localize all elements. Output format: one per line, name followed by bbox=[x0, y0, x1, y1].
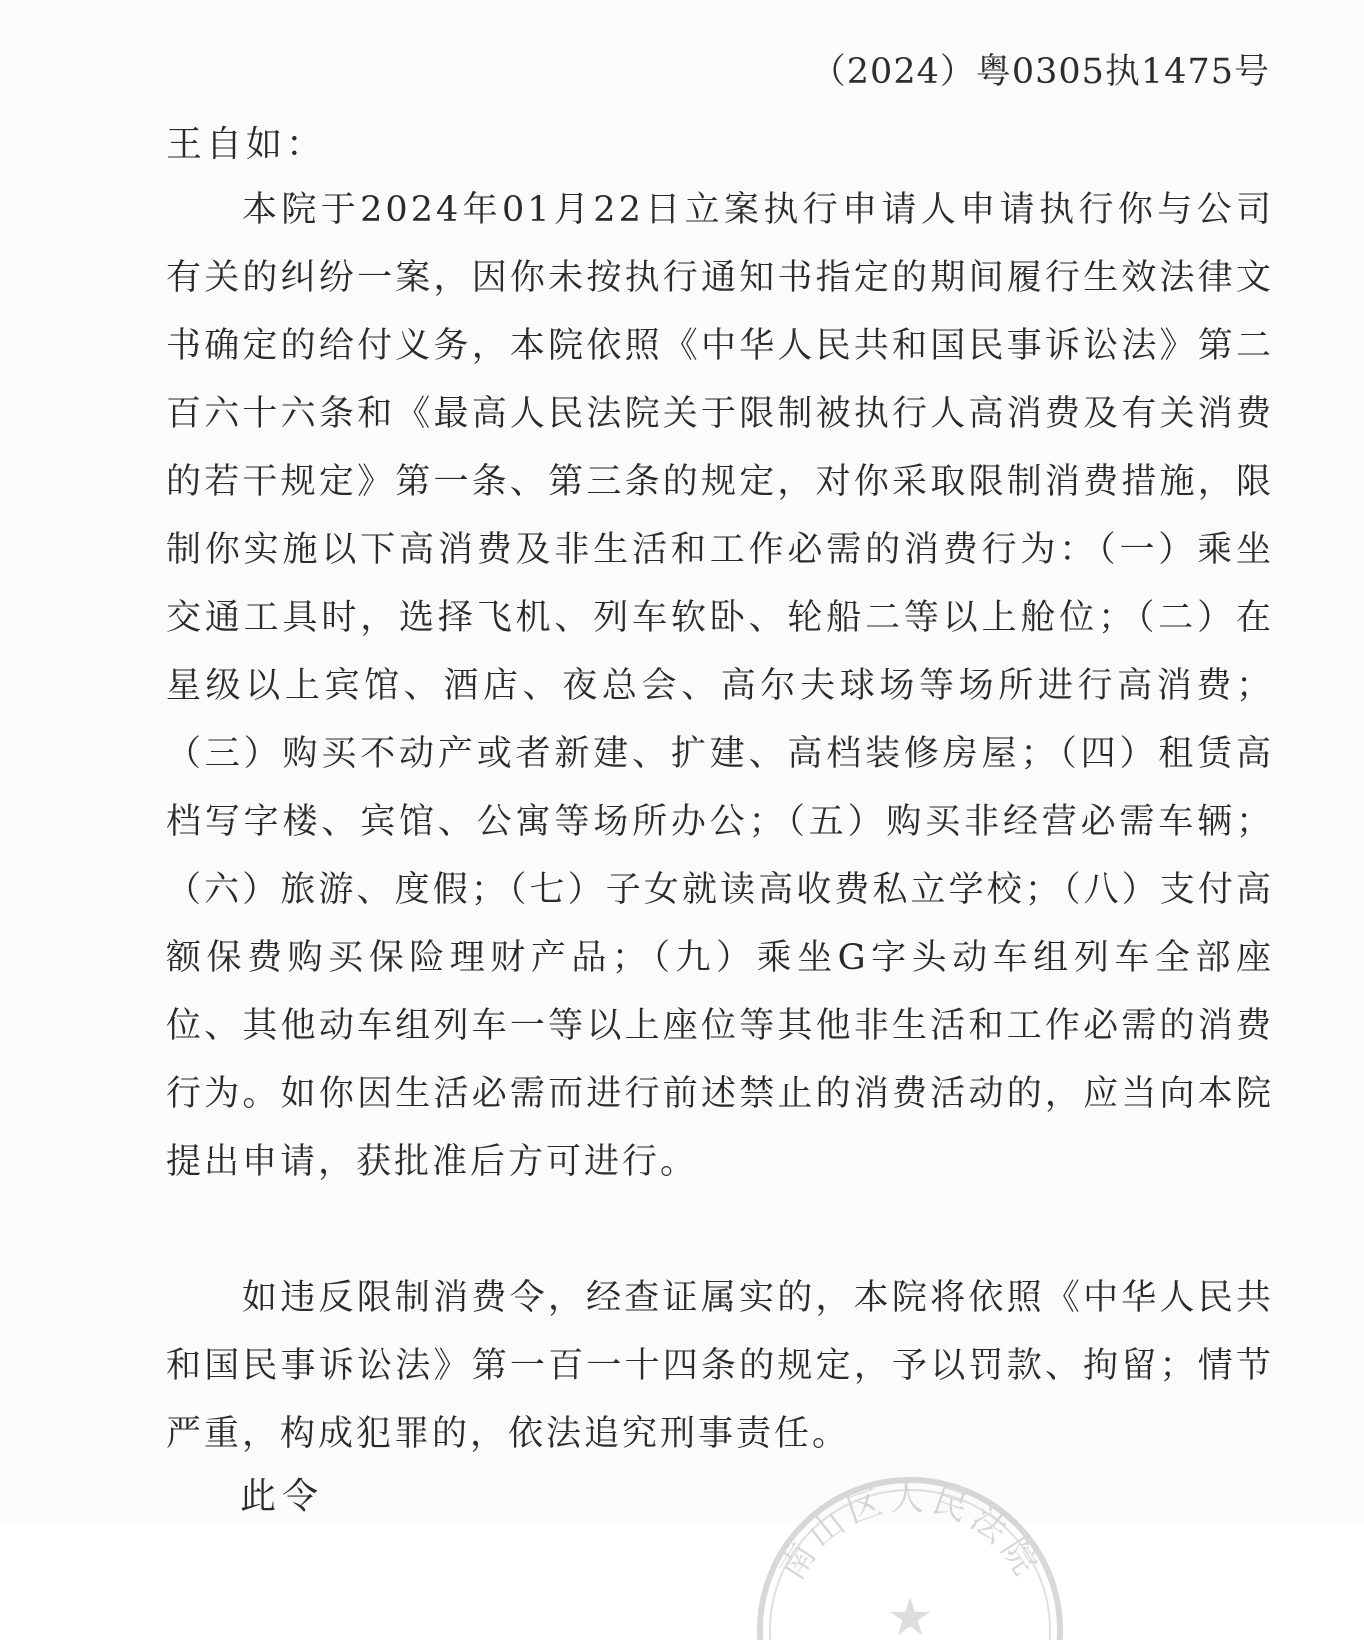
addressee: 王自如： bbox=[166, 124, 327, 165]
closing-text: 此令 bbox=[240, 1476, 325, 1517]
seal-star-icon: ★ bbox=[886, 1588, 934, 1640]
case-number: （2024）粤0305执1475号 bbox=[810, 52, 1270, 92]
court-seal bbox=[730, 1440, 1090, 1640]
body-paragraph-penalty: 如违反限制消费令，经查证属实的，本院将依照《中华人民共和国民事诉讼法》第一百一十四条的规定，予以罚款、拘留；情节严重，构成犯罪的，依法追究刑事责任。 bbox=[166, 1278, 1274, 1454]
svg-text:南山区人民法院 bbox=[772, 1479, 1048, 1587]
court-seal-graphic bbox=[730, 1440, 1090, 1640]
body-paragraph-restrictions: 本院于2024年01月22日立案执行申请人申请执行你与公司有关的纠纷一案，因你未按执行通知书指定的期间履行生效法律文书确定的给付义务，本院依照《中华人民共和国民事诉讼法》第二百六十六条和《最高人民法院关于限制被执行人高消费及有关消费的若干规定》第一条、第三条的规定，对你采取限制消费措施，限制你实施以下高消费及非生活和工作必需的消费行为：（一）乘坐交通工具时，选择飞机、列车软卧、轮船二等以上舱位；（二）在星级以上宾馆、酒店、夜总会、高尔夫球场等场所进行高消费；（三）购买不动产或者新建、扩建、高档装修房屋；（四）租赁高档写字楼、宾馆、公寓等场所办公；（五）购买非经营必需车辆；（六）旅游、度假；（七）子女就读高收费私立学校；（八）支付高额保费购买保险理财产品；（九）乘坐G字头动车组列车全部座位、其他动车组列车一等以上座位等其他非生活和工作必需的消费行为。如你因生活必需而进行前述禁止的消费活动的，应当向本院提出申请，获批准后方可进行。 bbox=[166, 190, 1274, 1182]
seal-text: 南山区人民法院 bbox=[772, 1479, 1048, 1587]
